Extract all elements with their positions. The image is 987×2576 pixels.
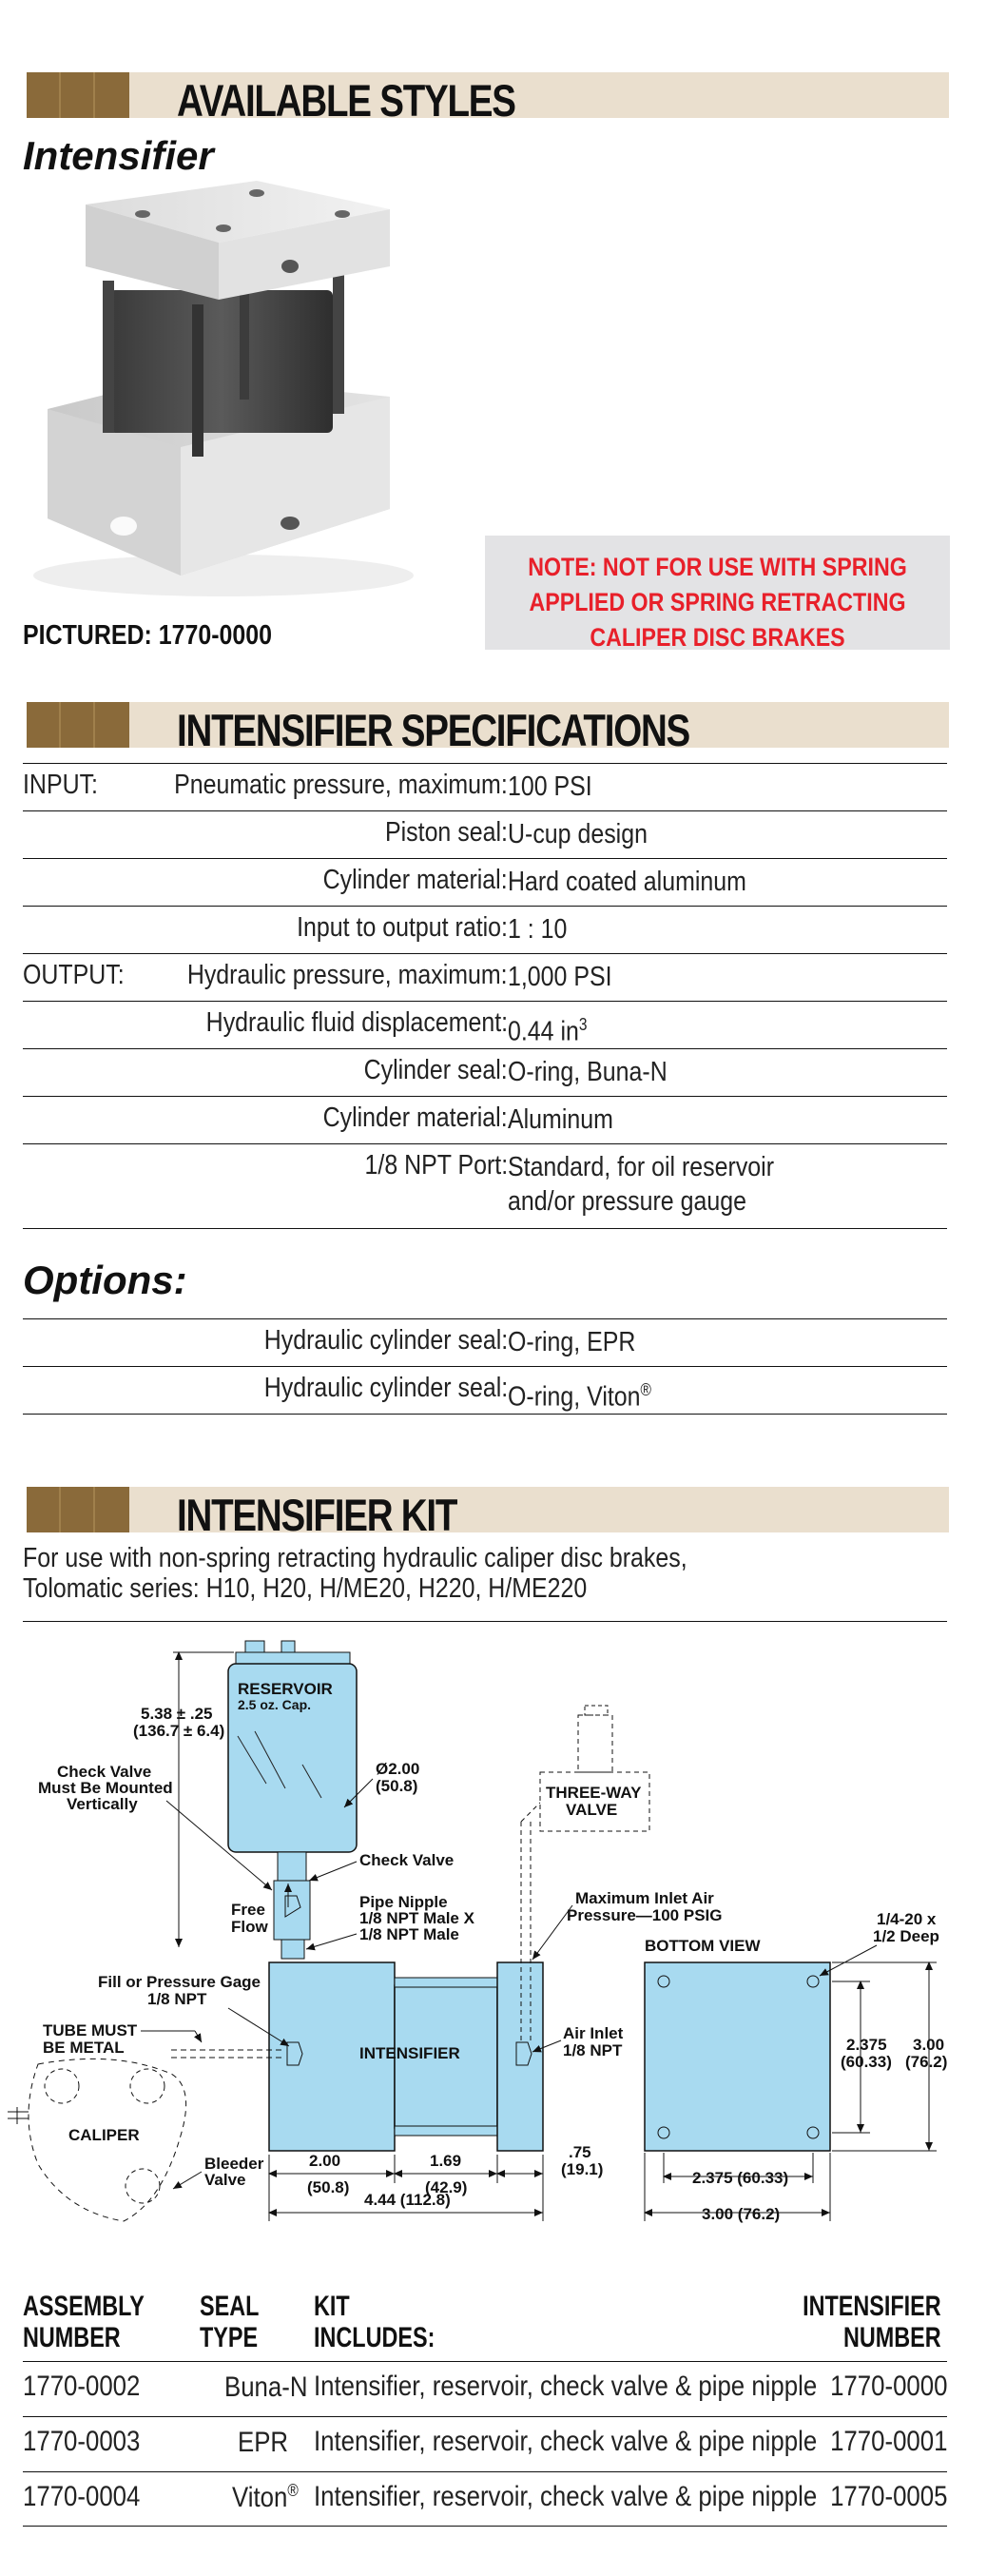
leader-line (306, 1934, 357, 1949)
table-row (23, 2416, 947, 2470)
height-dim: 5.38 ± .25 (141, 1705, 213, 1723)
max-inlet-2: Pressure—100 PSIG (567, 1906, 723, 1924)
leader-line (173, 2172, 202, 2189)
header-line: ASSEMBLY (23, 2291, 145, 2322)
dim-total: 4.44 (112.8) (364, 2191, 451, 2209)
table-row (23, 2361, 947, 2415)
spec-row (23, 810, 947, 857)
spec-label: Hydraulic fluid displacement: (205, 1007, 508, 1038)
free-flow-2: Flow (231, 1918, 268, 1936)
spec-label: Piston seal: (385, 817, 508, 848)
air-inlet-1: Air Inlet (563, 2024, 624, 2042)
pipe-nipple-2: 1/8 NPT Male X (359, 1909, 474, 1927)
caliper-mount-icon (8, 2107, 29, 2124)
option-label: Hydraulic cylinder seal: (263, 1325, 508, 1356)
option-row (23, 1318, 947, 1365)
kit-includes: Intensifier, reservoir, check valve & pipe nipple (314, 2481, 818, 2512)
kit-description (23, 1543, 687, 1604)
option-label: Hydraulic cylinder seal: (263, 1373, 508, 1403)
tie-rod (395, 2126, 497, 2136)
option-value (508, 1373, 933, 1415)
spec-group: INPUT: (23, 770, 98, 800)
seal-type (238, 2426, 288, 2459)
spec-value: O-ring, Buna-N (508, 1057, 668, 1087)
section-title: AVAILABLE STYLES (177, 75, 515, 126)
pipe-nipple-3: 1/8 NPT Male (359, 1925, 459, 1943)
spec-value-text: 0.44 in (508, 1016, 579, 1047)
reservoir-lid (236, 1652, 350, 1664)
intensifier-label: INTENSIFIER (359, 2044, 460, 2062)
reservoir-vent-icon (281, 1641, 295, 1652)
header-line: SEAL (200, 2291, 260, 2322)
three-way-valve-1: THREE-WAY (546, 1784, 642, 1802)
pipe-nipple (281, 1940, 304, 1959)
check-valve-note-1: Check Valve (57, 1763, 152, 1781)
spec-label: Cylinder material: (322, 865, 508, 895)
intensifier-product-photo (19, 176, 428, 604)
spec-value: Aluminum (508, 1104, 613, 1135)
col-header-seal (200, 2291, 259, 2353)
spec-value: Standard, for oil reservoir and/or pressure gauge (508, 1152, 775, 1217)
spec-value: 100 PSI (508, 771, 592, 802)
leader-line (820, 1945, 877, 1976)
spec-label: Input to output ratio: (297, 912, 508, 943)
available-styles-header (27, 72, 949, 126)
check-valve-note-3: Vertically (67, 1795, 138, 1813)
section-title: INTENSIFIER SPECIFICATIONS (177, 705, 690, 755)
spec-row (23, 953, 947, 1000)
valve-actuator (578, 1715, 612, 1772)
header-line: KIT (314, 2291, 350, 2322)
product-subtitle: Intensifier (23, 133, 214, 178)
hydraulic-tube (171, 2050, 285, 2058)
bleeder-1: Bleeder (204, 2155, 264, 2173)
valve-knob (585, 1706, 608, 1715)
seal-type-text: Buna-N (224, 2371, 308, 2403)
check-valve-body (278, 1852, 306, 1881)
dim-c: .75 (569, 2143, 591, 2161)
leader-line (532, 1905, 572, 1960)
spec-label: Cylinder seal: (363, 1055, 508, 1085)
option-value-text: O-ring, Viton (508, 1381, 641, 1413)
seal-type-text: EPR (238, 2427, 289, 2458)
seal-type (224, 2371, 307, 2404)
kit-description-line-1: For use with non-spring retracting hydraulic caliper disc brakes, (23, 1543, 687, 1573)
check-valve-note-2: Must Be Mounted (38, 1779, 173, 1797)
caliper-bolt (45, 2069, 79, 2103)
reservoir-capacity: 2.5 oz. Cap. (238, 1697, 312, 1712)
fill-port-fitting (287, 2042, 302, 2065)
kit-includes: Intensifier, reservoir, check valve & pipe nipple (314, 2426, 818, 2457)
tube-metal-2: BE METAL (43, 2039, 125, 2057)
col-header-kit-includes (314, 2291, 435, 2353)
note-line-3: CALIPER DISC BRAKES (590, 623, 845, 652)
spec-value (508, 1007, 933, 1049)
header-line: INTENSIFIER (803, 2291, 941, 2322)
note-line-1: NOTE: NOT FOR USE WITH SPRING (528, 553, 907, 581)
col-header-intensifier (803, 2291, 941, 2353)
fill-gage-1: Fill or Pressure Gage (98, 1973, 261, 1991)
air-inlet-2: 1/8 NPT (563, 2041, 623, 2059)
header-accent-block (27, 702, 129, 748)
check-valve (274, 1881, 310, 1940)
seal-type (232, 2481, 299, 2514)
assembly-number: 1770-0003 (23, 2426, 141, 2457)
registered-mark: ® (640, 1380, 651, 1399)
reservoir-diameter-mm: (50.8) (376, 1777, 418, 1795)
header-line: NUMBER (23, 2322, 121, 2353)
assembly-number: 1770-0004 (23, 2481, 141, 2512)
bottom-view-plate (645, 1962, 830, 2151)
intensifier-number: 1770-0005 (829, 2481, 947, 2512)
header-line: NUMBER (843, 2322, 941, 2353)
spec-row (23, 1096, 947, 1142)
specifications-header (27, 702, 949, 755)
pictured-caption: PICTURED: 1770-0000 (23, 620, 272, 651)
free-flow-1: Free (231, 1901, 265, 1919)
assembly-number: 1770-0002 (23, 2371, 141, 2402)
fill-gage-2: 1/8 NPT (147, 1990, 207, 2008)
spec-row (23, 1001, 947, 1047)
dim-b-mm: (42.9) (425, 2178, 468, 2196)
caliper-bolt (126, 2169, 160, 2203)
air-inlet-fitting (516, 2042, 532, 2065)
reservoir-cap-icon (245, 1641, 264, 1652)
col-header-assembly (23, 2291, 145, 2353)
table-row (23, 2471, 947, 2527)
kit-includes: Intensifier, reservoir, check valve & pipe nipple (314, 2371, 818, 2402)
spec-row (23, 1143, 947, 1228)
spec-row (23, 763, 947, 810)
section-title: INTENSIFIER KIT (177, 1490, 457, 1540)
option-value: O-ring, EPR (508, 1327, 636, 1357)
bottom-view-label: BOTTOM VIEW (645, 1937, 761, 1955)
option-row (23, 1366, 947, 1413)
reservoir-label: RESERVOIR (238, 1680, 333, 1698)
dim-c-mm: (19.1) (561, 2160, 604, 2178)
spec-value: 1 : 10 (508, 914, 568, 945)
bleeder-2: Valve (204, 2171, 246, 2189)
usage-warning-note (485, 536, 950, 650)
spec-label: Cylinder material: (322, 1103, 508, 1133)
dim-a: 2.00 (309, 2152, 341, 2170)
tie-rod (395, 1978, 497, 1987)
spec-group: OUTPUT: (23, 960, 125, 990)
bv-h1: 2.375 (846, 2036, 887, 2054)
bv-w1: 2.375 (60.33) (692, 2169, 789, 2187)
check-valve-label: Check Valve (359, 1851, 455, 1869)
caliper-bolt (130, 2069, 164, 2103)
dim-b: 1.69 (430, 2152, 462, 2170)
intensifier-kit-diagram (0, 1631, 987, 2240)
spec-value: U-cup design (508, 819, 648, 849)
header-line: INCLUDES: (314, 2322, 435, 2353)
spec-label: Pneumatic pressure, maximum: (174, 770, 508, 800)
seal-type-superscript: ® (287, 2481, 299, 2500)
height-dim-mm: (136.7 ± 6.4) (133, 1722, 225, 1740)
caliper-label: CALIPER (68, 2126, 140, 2144)
header-accent-block (27, 1487, 129, 1532)
reservoir-diameter: Ø2.00 (376, 1760, 420, 1778)
spec-label: 1/8 NPT Port: (364, 1150, 508, 1181)
options-title: Options: (23, 1258, 187, 1302)
dim-a-mm: (50.8) (307, 2178, 350, 2196)
spec-value: Hard coated aluminum (508, 867, 746, 897)
kit-description-line-2: Tolomatic series: H10, H20, H/ME20, H220, H/ME220 (23, 1573, 588, 1604)
thread-1: 1/4-20 x (877, 1910, 937, 1928)
bv-w2: 3.00 (76.2) (702, 2205, 781, 2223)
three-way-valve-2: VALVE (566, 1801, 618, 1819)
header-accent-block (27, 72, 129, 118)
thread-2: 1/2 Deep (873, 1927, 939, 1945)
leader-line (309, 1862, 357, 1881)
table-bottom-rule (23, 1228, 947, 1229)
kit-desc-rule (23, 1621, 947, 1622)
max-inlet-1: Maximum Inlet Air (575, 1889, 714, 1907)
bv-h2-mm: (76.2) (905, 2053, 948, 2071)
header-line: TYPE (200, 2322, 259, 2353)
options-bottom-rule (23, 1414, 947, 1415)
intensifier-number: 1770-0000 (829, 2371, 947, 2402)
spec-row (23, 906, 947, 952)
spec-label: Hydraulic pressure, maximum: (187, 960, 508, 990)
air-line (521, 1803, 540, 1822)
spec-value: 1,000 PSI (508, 962, 612, 992)
spec-value-superscript: 3 (578, 1015, 588, 1034)
note-line-2: APPLIED OR SPRING RETRACTING (529, 588, 906, 616)
spec-row (23, 858, 947, 905)
tube-metal-1: TUBE MUST (43, 2021, 138, 2039)
bv-h2: 3.00 (913, 2036, 945, 2054)
seal-type-text: Viton (232, 2482, 288, 2513)
bv-h1-mm: (60.33) (841, 2053, 892, 2071)
leader-line (195, 2031, 202, 2042)
kit-header (27, 1487, 949, 1540)
spec-row (23, 1048, 947, 1095)
pipe-nipple-1: Pipe Nipple (359, 1893, 448, 1911)
intensifier-number: 1770-0001 (829, 2426, 947, 2457)
